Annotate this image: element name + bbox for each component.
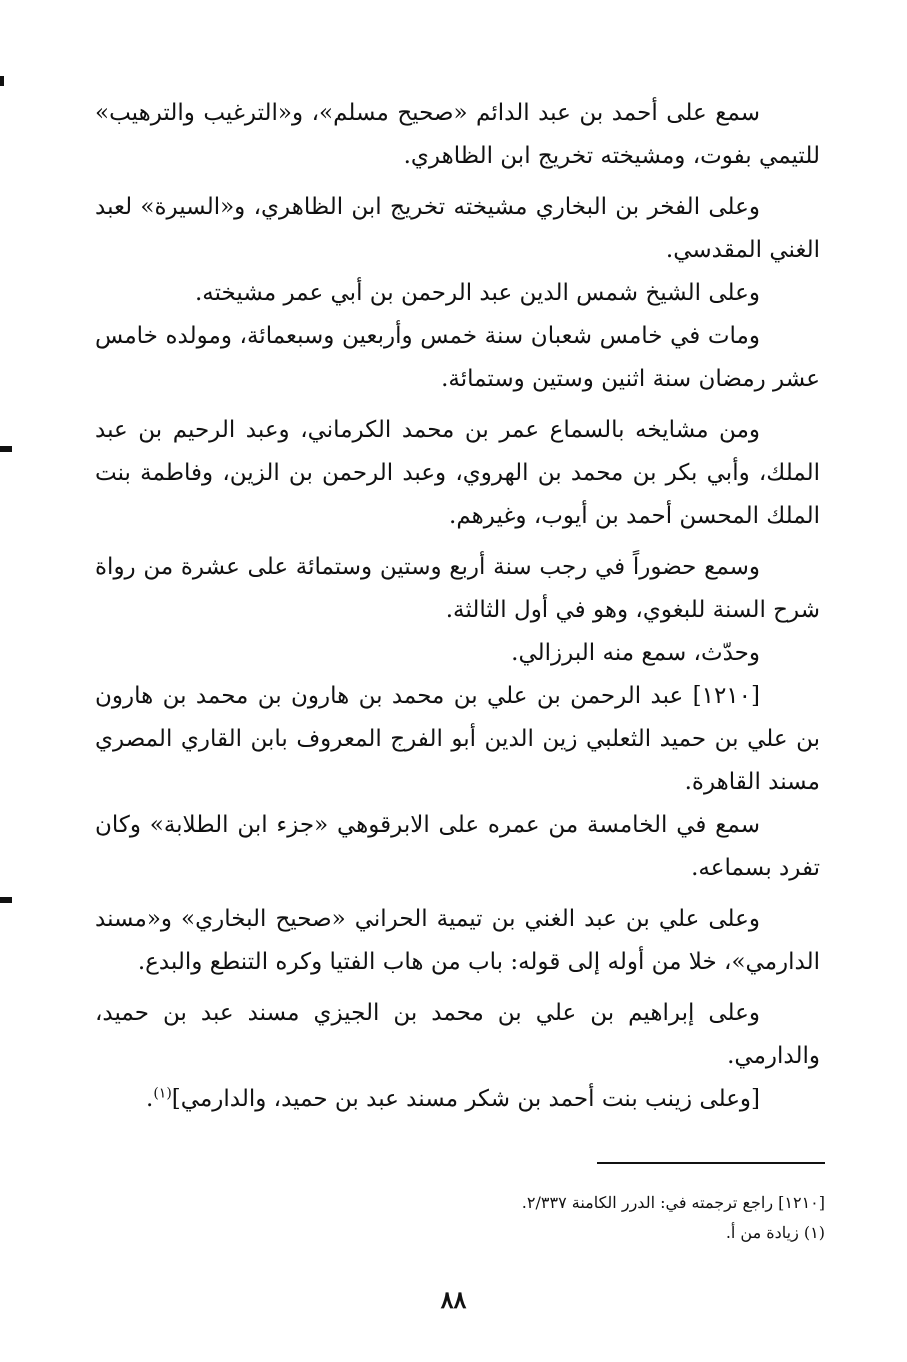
page-number: ٨٨ bbox=[440, 1285, 467, 1314]
main-text bbox=[95, 92, 820, 1121]
paragraph-text: [وعلى زينب بنت أحمد بن شكر مسند عبد بن حميد، والدارمي] bbox=[171, 1086, 760, 1112]
margin-mark bbox=[0, 897, 12, 903]
footnote-separator bbox=[597, 1162, 825, 1164]
biography-entry: [١٢١٠] عبد الرحمن بن علي بن محمد بن هارون بن محمد بن هارون بن علي بن حميد الثعلبي زين الدين أبو الفرج المعروف بابن القاري المصري مسند القاهرة. bbox=[95, 683, 820, 795]
paragraph: ومن مشايخه بالسماع عمر بن محمد الكرماني، وعبد الرحيم بن عبد الملك، وأبي بكر بن محمد بن الهروي، وعبد الرحمن بن الزين، وفاطمة بنت الملك المحسن أحمد بن أيوب، وغيرهم. bbox=[95, 417, 820, 529]
margin-mark bbox=[0, 446, 12, 452]
paragraph-end: . bbox=[146, 1086, 154, 1112]
paragraph bbox=[95, 1078, 820, 1121]
footnote: (١) زيادة من أ. bbox=[725, 1223, 825, 1242]
paragraph: سمع في الخامسة من عمره على الابرقوهي «جزء ابن الطلابة» وكان تفرد بسماعه. bbox=[95, 812, 820, 881]
footnotes bbox=[420, 1188, 825, 1248]
paragraph: وعلى إبراهيم بن علي بن محمد بن الجيزي مسند عبد بن حميد، والدارمي. bbox=[95, 1000, 820, 1069]
paragraph: سمع على أحمد بن عبد الدائم «صحيح مسلم»، و«الترغيب والترهيب» للتيمي بفوت، ومشيخته تخريج ابن الظاهري. bbox=[95, 100, 820, 169]
margin-mark bbox=[0, 76, 4, 86]
paragraph: ومات في خامس شعبان سنة خمس وأربعين وسبعمائة، ومولده خامس عشر رمضان سنة اثنين وستين وستمائة. bbox=[95, 323, 820, 392]
paragraph: وحدّث، سمع منه البرزالي. bbox=[511, 640, 760, 666]
paragraph: وعلى الشيخ شمس الدين عبد الرحمن بن أبي عمر مشيخته. bbox=[194, 280, 760, 306]
paragraph: وعلى الفخر بن البخاري مشيخته تخريج ابن الظاهري، و«السيرة» لعبد الغني المقدسي. bbox=[95, 194, 820, 263]
paragraph: وسمع حضوراً في رجب سنة أربع وستين وستمائة على عشرة من رواة شرح السنة للبغوي، وهو في أول الثالثة. bbox=[95, 554, 820, 623]
paragraph: وعلى علي بن عبد الغني بن تيمية الحراني «صحيح البخاري» و«مسند الدارمي»، خلا من أوله إلى قوله: باب من هاب الفتيا وكره التنطع والبدع. bbox=[95, 906, 820, 975]
footnote-reference[interactable]: (١) bbox=[153, 1085, 172, 1102]
footnote: [١٢١٠] راجع ترجمته في: الدرر الكامنة ٢/٣٣٧. bbox=[521, 1193, 825, 1212]
